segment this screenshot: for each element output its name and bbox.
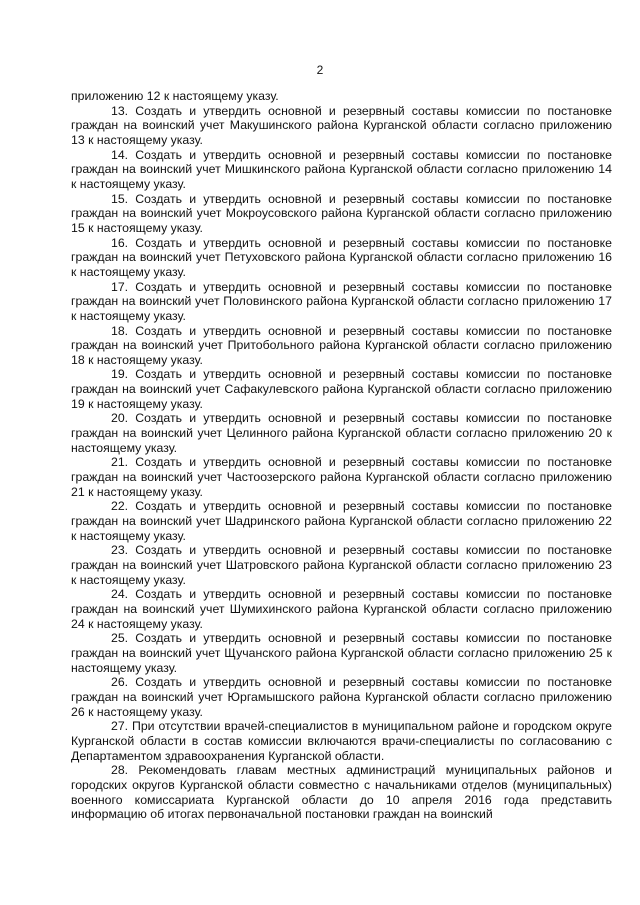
paragraph: 23. Создать и утвердить основной и резервный составы комиссии по постановке граждан на воинский учет Шатровского района Курганской области согласно приложению 23 к настоящему указу. [71,543,612,587]
paragraph: 18. Создать и утвердить основной и резервный составы комиссии по постановке граждан на воинский учет Притобольного района Курганской области согласно приложению 18 к настоящему указу. [71,323,612,367]
paragraph: 26. Создать и утвердить основной и резервный составы комиссии по постановке граждан на воинский учет Юргамышского района Курганской области согласно приложению 26 к настоящему указу. [71,675,612,719]
paragraph: 13. Создать и утвердить основной и резервный составы комиссии по постановке граждан на воинский учет Макушинского района Курганской области согласно приложению 13 к настоящему указу. [71,103,612,147]
paragraph: 24. Создать и утвердить основной и резервный составы комиссии по постановке граждан на воинский учет Шумихинского района Курганской области согласно приложению 24 к настоящему указу. [71,587,612,631]
paragraph: 21. Создать и утвердить основной и резервный составы комиссии по постановке граждан на воинский учет Частоозерского района Курганской области согласно приложению 21 к настоящему указу. [71,455,612,499]
paragraph: 22. Создать и утвердить основной и резервный составы комиссии по постановке граждан на воинский учет Шадринского района Курганской области согласно приложению 22 к настоящему указу. [71,499,612,543]
paragraph: 14. Создать и утвердить основной и резервный составы комиссии по постановке граждан на воинский учет Мишкинского района Курганской области согласно приложению 14 к настоящему указу. [71,147,612,191]
paragraph: 28. Рекомендовать главам местных администраций муниципальных районов и городских округов Курганской области совместно с начальниками отделов (муниципальных) военного комиссариата Курганской области до 10 апреля 2016 года представить информацию об итогах первоначальной постановки граждан на воинский [71,763,612,822]
paragraph: 20. Создать и утвердить основной и резервный составы комиссии по постановке граждан на воинский учет Целинного района Курганской области согласно приложению 20 к настоящему указу. [71,411,612,455]
paragraph: приложению 12 к настоящему указу. [71,89,279,103]
page-number: 2 [316,63,324,77]
paragraph: 16. Создать и утвердить основной и резервный составы комиссии по постановке граждан на воинский учет Петуховского района Курганской области согласно приложению 16 к настоящему указу. [71,235,612,279]
document-body [71,89,612,822]
paragraph: 15. Создать и утвердить основной и резервный составы комиссии по постановке граждан на воинский учет Мокроусовского района Курганской области согласно приложению 15 к настоящему указу. [71,191,612,235]
paragraph: 19. Создать и утвердить основной и резервный составы комиссии по постановке граждан на воинский учет Сафакулевского района Курганской области согласно приложению 19 к настоящему указу. [71,367,612,411]
paragraph: 27. При отсутствии врачей-специалистов в муниципальном районе и городском округе Курганской области в состав комиссии включаются врачи-специалисты по согласованию с Департаментом здравоохранения Курганской области. [71,719,612,763]
paragraph: 17. Создать и утвердить основной и резервный составы комиссии по постановке граждан на воинский учет Половинского района Курганской области согласно приложению 17 к настоящему указу. [71,279,612,323]
paragraph: 25. Создать и утвердить основной и резервный составы комиссии по постановке граждан на воинский учет Щучанского района Курганской области согласно приложению 25 к настоящему указу. [71,631,612,675]
